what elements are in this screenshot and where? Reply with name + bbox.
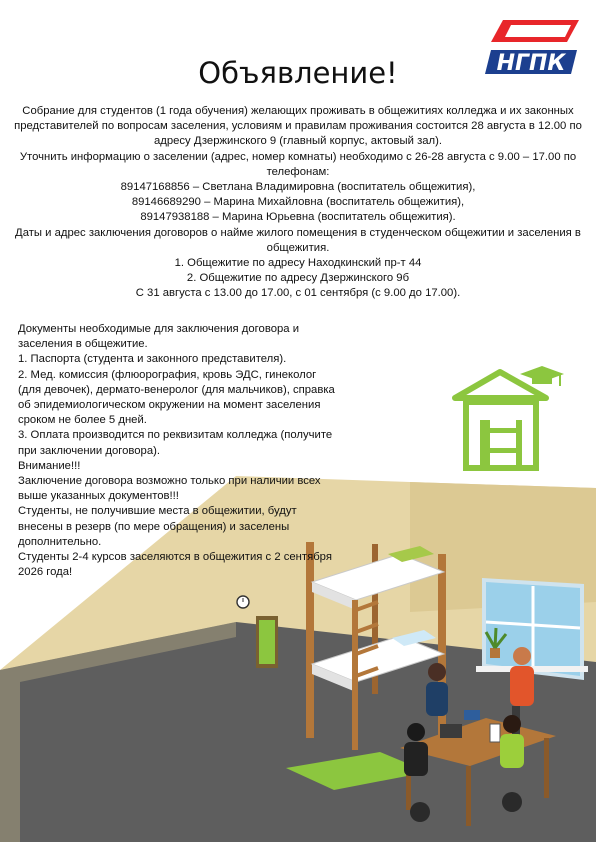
contracts-text: Даты и адрес заключения договоров о найме жилого помещения в студенческом общежитии и заселения в общежития. <box>15 226 581 254</box>
phone-line: 89146689290 – Марина Михайловна (воспитатель общежития), <box>131 196 465 209</box>
dorm-address-item: 1. Общежитие по адресу Находкинский пр-т 44 <box>174 257 422 270</box>
note-text: Заключение договора возможно только при наличии всех выше указанных документов!!! <box>18 475 321 503</box>
page-title: Объявление! <box>198 56 398 90</box>
documents-item: 2. Мед. комиссия (флюорография, кровь ЭДС, гинеколог (для девочек), дермато-венеролог (для мальчиков), справка об эпидемиологическом окружении на момент заселения сроком не более 5 дней. <box>18 368 335 427</box>
schedule-text: С 31 августа с 13.00 до 17.00, с 01 сентября (с 9.00 до 17.00). <box>135 287 461 300</box>
documents-heading: Документы необходимые для заключения договора и заселения в общежитие. <box>18 323 299 351</box>
dorm-address-item: 2. Общежитие по адресу Дзержинского 9б <box>186 272 410 285</box>
documents-item: 1. Паспорта (студента и законного представителя). <box>18 353 287 366</box>
documents-section <box>18 322 338 580</box>
dorm-house-icon <box>455 366 564 468</box>
clarify-text: Уточнить информацию о заселении (адрес, номер комнаты) необходимо с 26-28 августа с 9.00 – 17.00 по телефонам: <box>19 150 577 178</box>
note-text: Студенты 2-4 курсов заселяются в общежития с 2 сентября 2026 года! <box>18 551 332 579</box>
meeting-text: Собрание для студентов (1 года обучения) желающих проживать в общежитиях колледжа и их законных представителей по вопросам заселения, условиям и правилам проживания состоится 28 августа в 12.00 по адресу Дзержинского 9 (главный корпус, актовый зал). <box>14 105 582 148</box>
announcement-intro <box>8 104 588 302</box>
phone-line: 89147938188 – Марина Юрьевна (воспитатель общежития). <box>140 211 456 224</box>
note-text: Студенты, не получившие места в общежитии, будут внесены в резерв (по мере обращения) и заселены дополнительно. <box>18 505 297 548</box>
attention-label: Внимание!!! <box>18 459 81 472</box>
phone-line: 89147168856 – Светлана Владимировна (воспитатель общежития), <box>120 181 476 194</box>
logo-text: НГПК <box>496 51 566 76</box>
documents-item: 3. Оплата производится по реквизитам колледжа (получите при заключении договора). <box>18 429 333 457</box>
